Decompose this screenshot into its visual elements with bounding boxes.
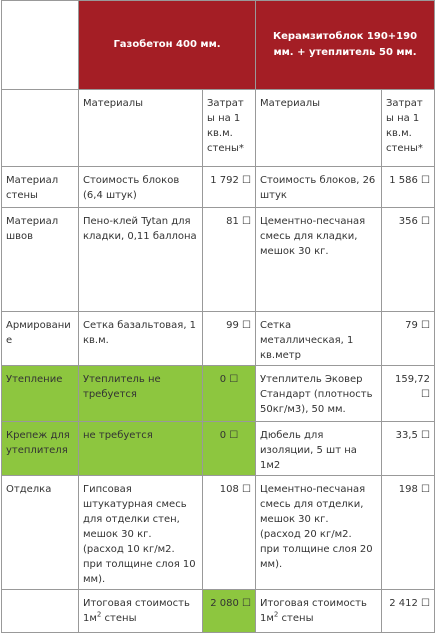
row-material-b: Дюбель для изоляции, 5 шт на 1м2 [256,422,382,476]
total-row [2,590,435,633]
table-row [2,167,435,208]
row-label: Материал стены [2,167,79,208]
row-cost-a: 99 ☐ [203,312,256,366]
table-row [2,422,435,476]
row-label: Материал швов [2,208,79,312]
total-label-b-tail: стены [278,613,314,624]
total-label-b-text: Итоговая стоимость 1м [260,598,367,624]
row-cost-a: 1 792 ☐ [203,167,256,208]
row-material-b: Цементно-песчаная смесь для отделки, мешок 30 кг. (расход 20 кг/м2. при толщине слоя 20 мм). [256,476,382,590]
row-cost-a: 0 ☐ [203,422,256,476]
table-row [2,312,435,366]
row-label: Армирование [2,312,79,366]
row-label: Утепление [2,366,79,422]
table-row [2,366,435,422]
subheader-materials-b: Материалы [256,90,382,167]
header-row [2,1,435,90]
row-material-b: Стоимость блоков, 26 штук [256,167,382,208]
subheader-row [2,90,435,167]
row-cost-a: 108 ☐ [203,476,256,590]
total-cost-b: 2 412 ☐ [382,590,435,633]
row-material-a: Стоимость блоков (6,4 штук) [79,167,203,208]
table-row [2,476,435,590]
row-cost-b: 356 ☐ [382,208,435,312]
row-material-a: Гипсовая штукатурная смесь для отделки стен, мешок 30 кг. (расход 10 кг/м2. при толщине слоя 10 мм). [79,476,203,590]
subheader-blank-cell [2,90,79,167]
row-material-b: Цементно-песчаная смесь для кладки, мешок 30 кг. [256,208,382,312]
comparison-table [1,0,435,633]
subheader-materials-a: Материалы [79,90,203,167]
row-cost-b: 1 586 ☐ [382,167,435,208]
row-material-a: Пено-клей Tytan для кладки, 0,11 баллона [79,208,203,312]
row-material-b: Утеплитель Эковер Стандарт (плотность 50кг/м3), 50 мм. [256,366,382,422]
row-material-b: Сетка металлическая, 1 кв.метр [256,312,382,366]
row-cost-b: 198 ☐ [382,476,435,590]
total-label-b [256,590,382,633]
row-cost-a: 81 ☐ [203,208,256,312]
subheader-cost-b: Затраты на 1 кв.м. стены* [382,90,435,167]
row-material-a: Сетка базальтовая, 1 кв.м. [79,312,203,366]
row-material-a: Утеплитель не требуется [79,366,203,422]
header-blank-cell [2,1,79,90]
row-cost-b: 79 ☐ [382,312,435,366]
row-material-a: не требуется [79,422,203,476]
total-label-b-sup: 2 [273,610,279,619]
total-label-a [79,590,203,633]
row-cost-a: 0 ☐ [203,366,256,422]
row-label: Крепеж для утеплителя [2,422,79,476]
total-label-a-text: Итоговая стоимость 1м [83,598,190,624]
table-row [2,208,435,312]
subheader-cost-a: Затраты на 1 кв.м. стены* [203,90,256,167]
row-label: Отделка [2,476,79,590]
row-cost-b: 159,72 ☐ [382,366,435,422]
total-cost-a: 2 080 ☐ [203,590,256,633]
total-blank-cell [2,590,79,633]
header-expanded-clay-block: Керамзитоблок 190+190 мм. + утеплитель 50 мм. [256,1,435,90]
total-label-a-sup: 2 [96,610,102,619]
row-cost-b: 33,5 ☐ [382,422,435,476]
header-gas-concrete: Газобетон 400 мм. [79,1,256,90]
total-label-a-tail: стены [101,613,137,624]
